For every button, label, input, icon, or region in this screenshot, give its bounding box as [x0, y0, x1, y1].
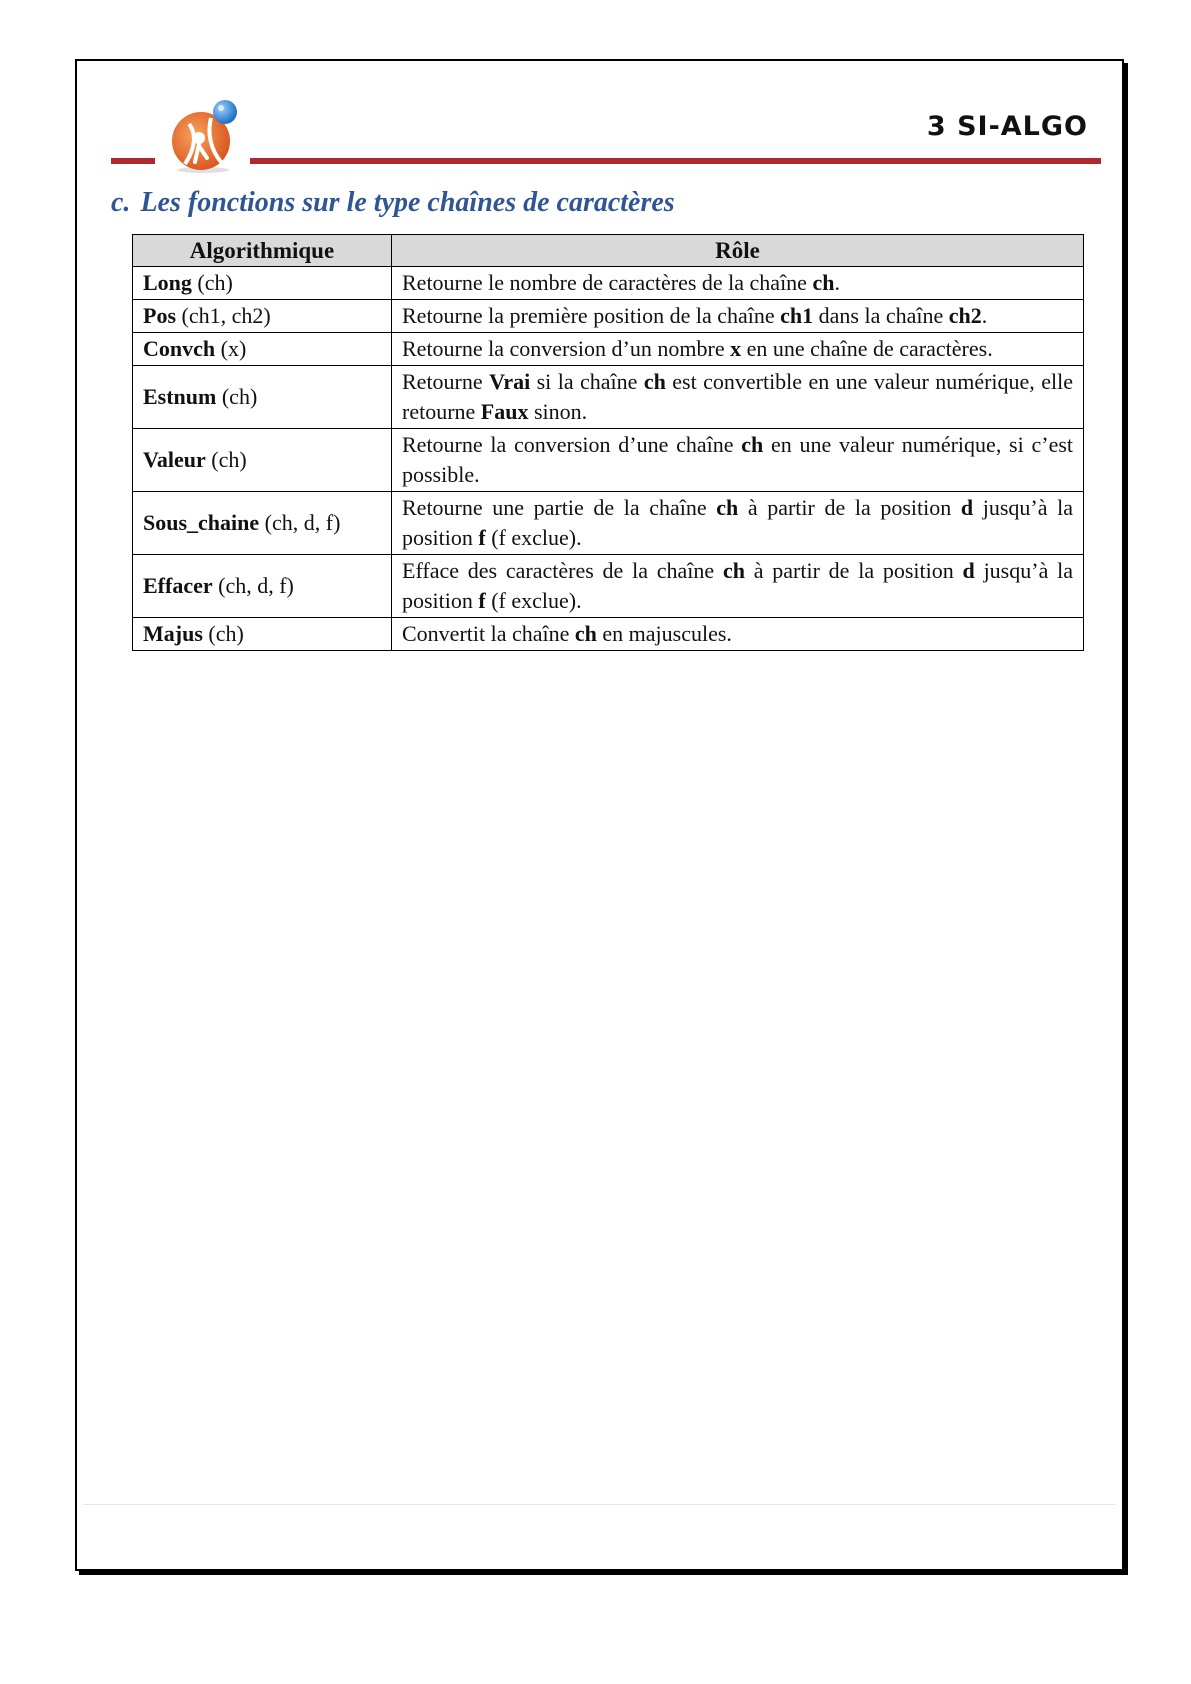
role-keyword: ch [716, 495, 739, 520]
function-args: (ch, d, f) [212, 573, 294, 598]
role-text: Retourne le nombre de caractères de la chaîne [402, 270, 813, 295]
role-keyword: Vrai [489, 369, 531, 394]
role-cell [392, 555, 1084, 618]
role-keyword: ch1 [780, 303, 814, 328]
table-row [133, 555, 1084, 618]
function-name: Pos [143, 303, 176, 328]
table-row [133, 492, 1084, 555]
function-args: (ch) [216, 384, 258, 409]
role-cell [392, 333, 1084, 366]
role-text: si la chaîne [530, 369, 644, 394]
header-rule-left [111, 158, 155, 164]
role-keyword: f [478, 588, 486, 613]
function-args: (ch1, ch2) [176, 303, 271, 328]
role-text: Retourne la conversion d’une chaîne [402, 432, 742, 457]
role-keyword: Faux [480, 399, 529, 424]
role-text: jusqu’à la position [402, 558, 1073, 613]
function-name: Long [143, 270, 192, 295]
section-number: c. [111, 187, 131, 218]
role-text: jusqu’à la position [402, 495, 1073, 550]
role-text: à partir de la position [738, 495, 961, 520]
algo-cell [133, 555, 392, 618]
role-text: Retourne une partie de la chaîne [402, 495, 717, 520]
header-role: Rôle [392, 235, 1084, 267]
function-name: Convch [143, 336, 216, 361]
algo-cell [133, 429, 392, 492]
table-body [133, 267, 1084, 651]
role-keyword: ch [643, 369, 666, 394]
role-cell [392, 492, 1084, 555]
algo-cell [133, 618, 392, 651]
function-args: (x) [215, 336, 247, 361]
role-keyword: x [730, 336, 742, 361]
role-text: (f exclue). [485, 525, 582, 550]
role-text: est convertible en une valeur numérique, elle retourne [402, 369, 1073, 424]
role-text: dans la chaîne [813, 303, 949, 328]
role-text: . [834, 270, 840, 295]
function-args: (ch) [202, 621, 244, 646]
role-keyword: ch [741, 432, 764, 457]
function-args: (ch) [191, 270, 233, 295]
function-name: Effacer [143, 573, 213, 598]
role-text: en majuscules. [596, 621, 732, 646]
table-row [133, 300, 1084, 333]
role-text: en une valeur numérique, si c’est possible. [402, 432, 1074, 487]
role-text: sinon. [528, 399, 588, 424]
role-text: (f exclue). [485, 588, 582, 613]
role-cell [392, 366, 1084, 429]
table-row [133, 618, 1084, 651]
role-text: Retourne la conversion d’un nombre [402, 336, 731, 361]
role-text: Retourne [402, 369, 490, 394]
header-rule-right [250, 158, 1101, 164]
page-frame [75, 59, 1124, 1571]
function-name: Estnum [143, 384, 217, 409]
function-name: Majus [143, 621, 203, 646]
role-text: à partir de la position [744, 558, 963, 583]
role-keyword: f [478, 525, 486, 550]
role-text: . [981, 303, 988, 328]
table-row [133, 366, 1084, 429]
function-name: Valeur [143, 447, 206, 472]
role-text: Convertit la chaîne [402, 621, 575, 646]
function-name: Sous_chaine [143, 510, 260, 535]
table-header-row [133, 235, 1084, 267]
algo-cell [133, 366, 392, 429]
section-title-text: Les fonctions sur le type chaînes de caractères [140, 187, 675, 218]
algo-cell [133, 333, 392, 366]
course-label: 3 SI-ALGO [926, 111, 1088, 142]
section-title [111, 187, 675, 219]
role-keyword: ch [812, 270, 835, 295]
role-keyword: d [962, 558, 975, 583]
algo-cell [133, 492, 392, 555]
footer-rule [83, 1504, 1116, 1505]
table-row [133, 333, 1084, 366]
role-cell [392, 618, 1084, 651]
sports-ball-logo-icon [161, 94, 245, 174]
role-cell [392, 429, 1084, 492]
role-text: en une chaîne de caractères. [741, 336, 993, 361]
role-keyword: ch2 [948, 303, 982, 328]
role-text: Retourne la première position de la chaîne [402, 303, 781, 328]
role-text: Efface des caractères de la chaîne [402, 558, 723, 583]
role-keyword: d [960, 495, 974, 520]
functions-table [132, 234, 1084, 651]
function-args: (ch, d, f) [259, 510, 341, 535]
role-keyword: ch [574, 621, 597, 646]
role-keyword: ch [722, 558, 745, 583]
role-cell [392, 267, 1084, 300]
algo-cell [133, 267, 392, 300]
algo-cell [133, 300, 392, 333]
function-args: (ch) [205, 447, 247, 472]
role-cell [392, 300, 1084, 333]
header-algorithmique: Algorithmique [133, 235, 392, 267]
table-row [133, 429, 1084, 492]
table-row [133, 267, 1084, 300]
